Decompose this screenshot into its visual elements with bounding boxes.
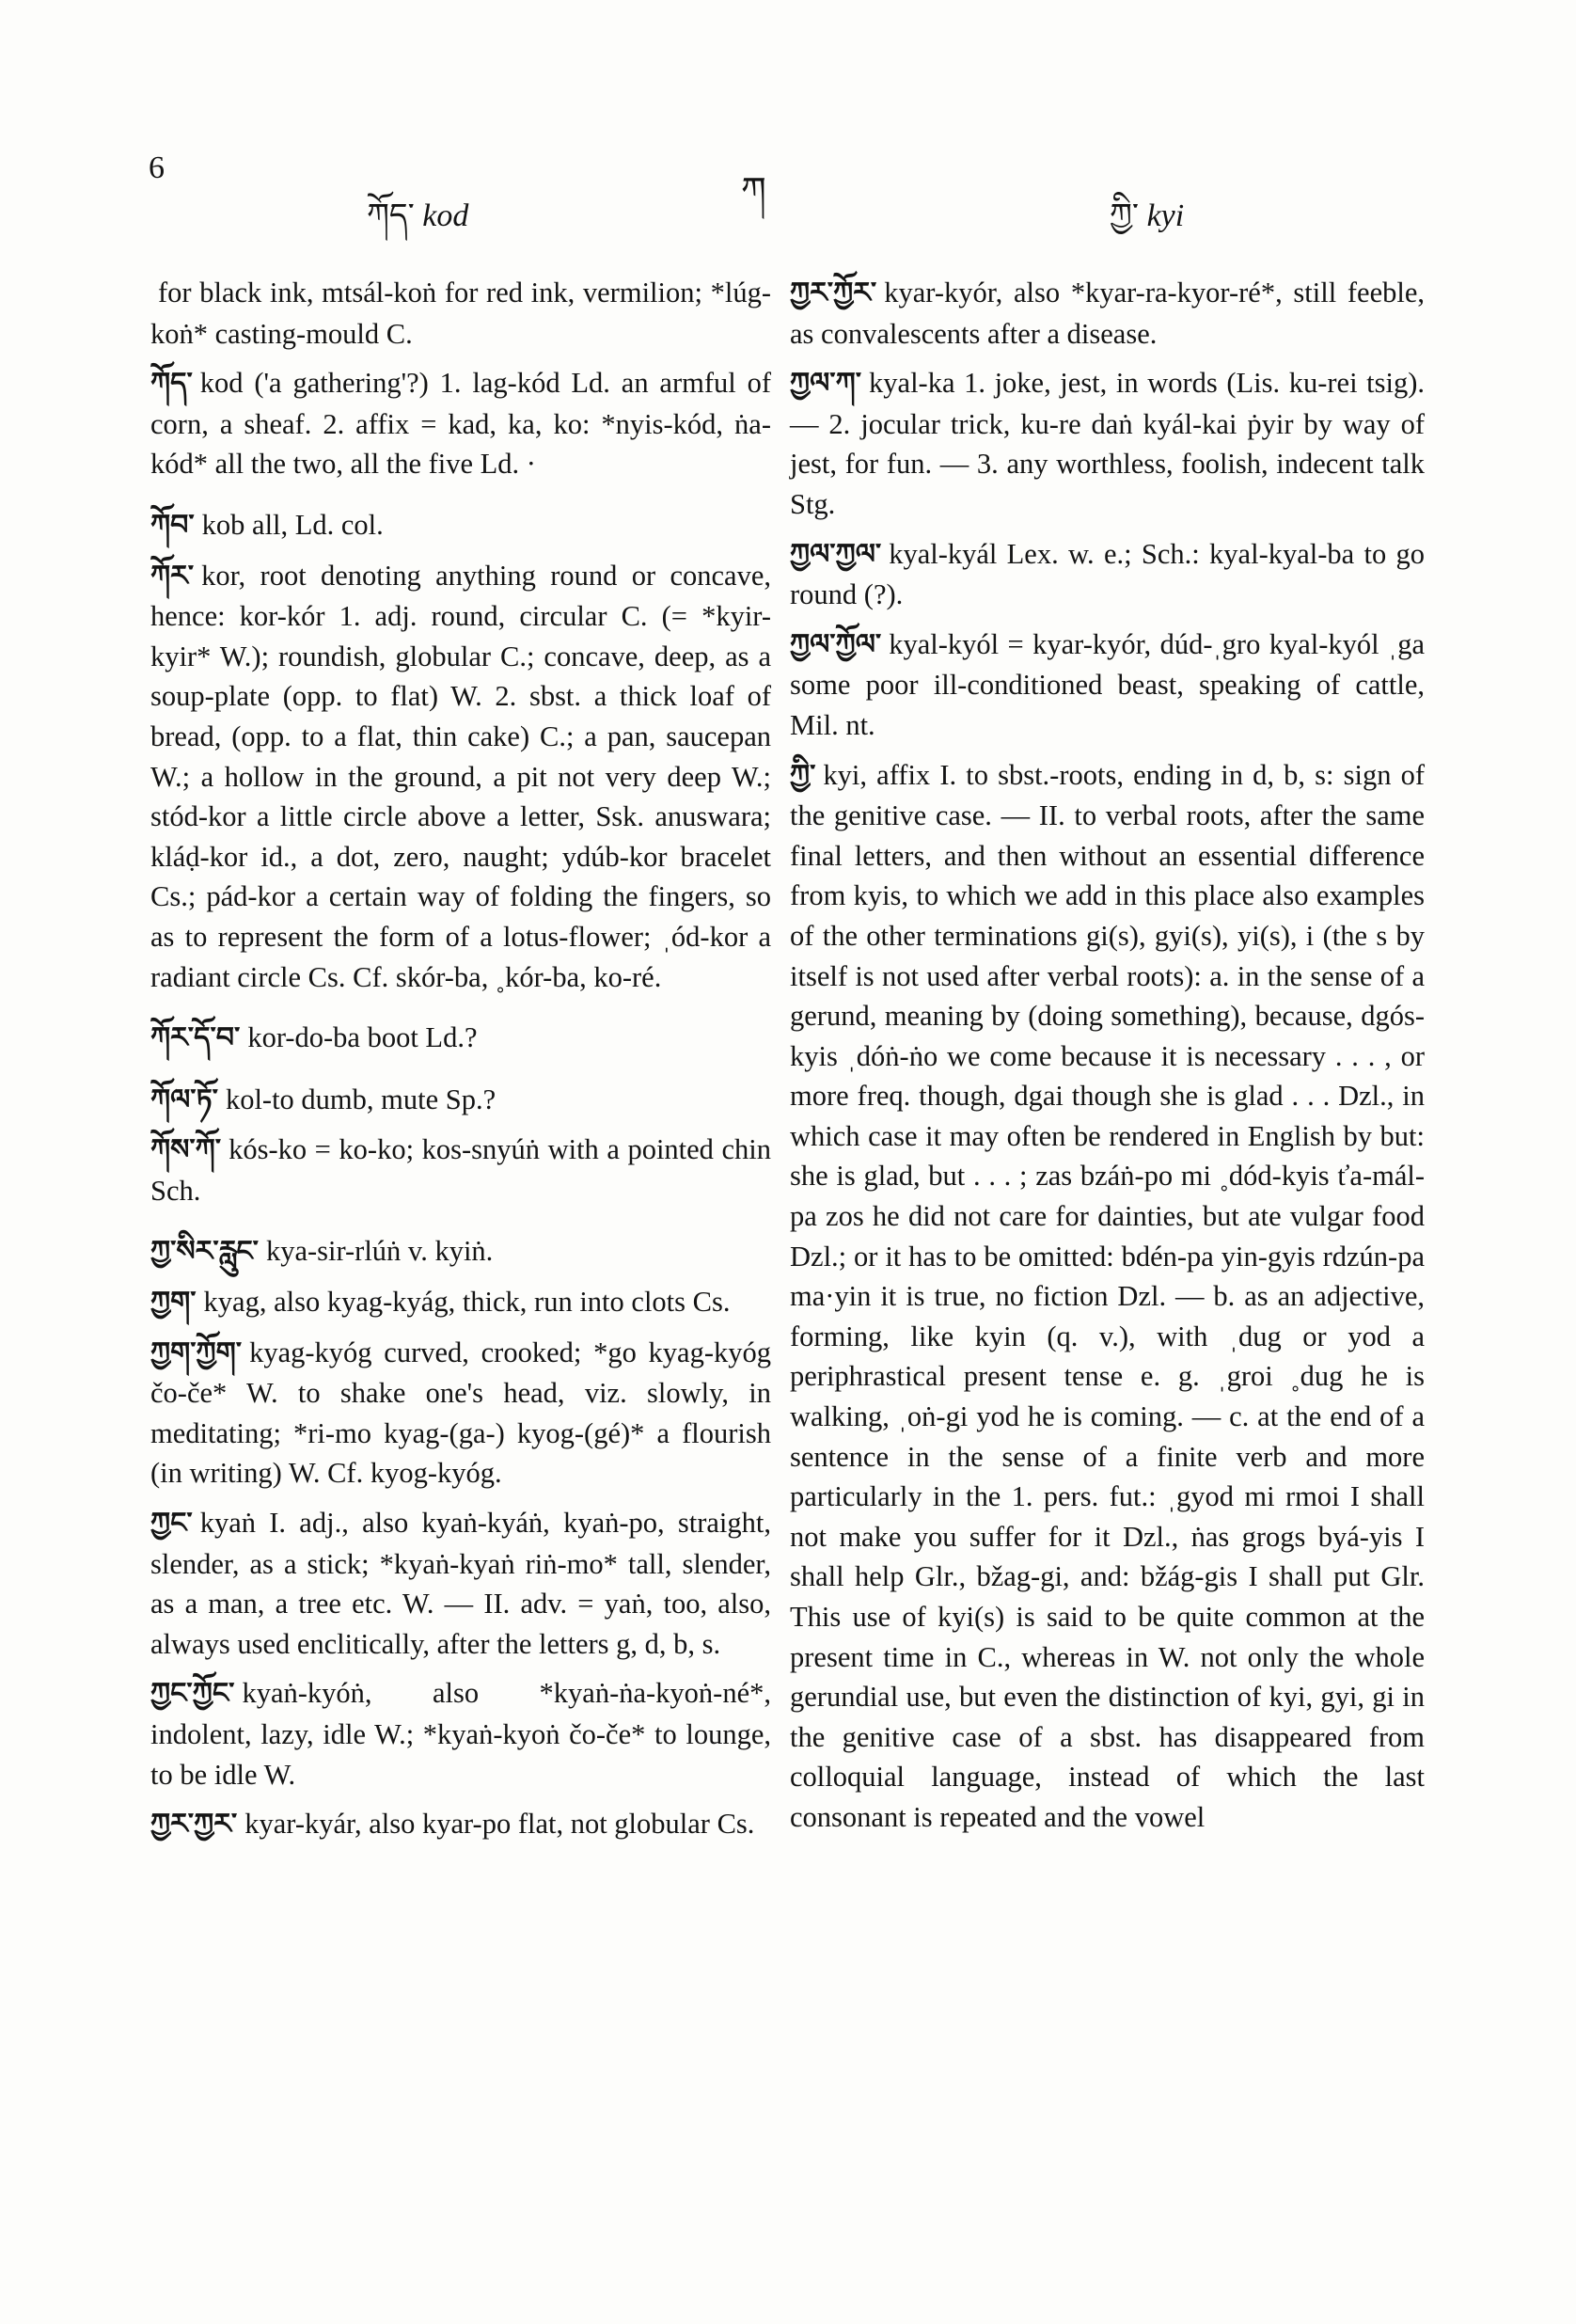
- dictionary-entry: [150, 556, 771, 998]
- running-head-right-word: kyi: [1146, 198, 1185, 233]
- dictionary-entry: [790, 363, 1425, 524]
- right-column: [790, 273, 1425, 1847]
- dictionary-entry: [790, 755, 1425, 1838]
- entry-text: kyar-kyór, also *kyar-ra-kyor-ré*, still feeble, as convalescents after a disease.: [790, 277, 1425, 350]
- dictionary-entry: [150, 1503, 771, 1664]
- entry-text: kyi, affix I. to sbst.-roots, ending in d, b, s: sign of the genitive case. — II. to verbal roots, after the same final letters, and then without an essential difference from kyis, to which we add in this place also examples of the other terminations gi(s), gyi(s), yi(s), i (the s by itself is not used after verbal roots): a. in the sense of a gerund, meaning by (doing something), because, dgós-kyis ˌdóṅ-ṅo we come because it is necessary . . . , or more freq. though, dgai though she is glad . . . Dzl., in which case it may often be rendered in English by but: she is glad, but . . . ; zas bzáṅ-po mi ˳dód-kyis ťa-mál-pa zos he did not care for dainties, but ate vulgar food Dzl.; or it has to be omitted: bdén-pa yin-gyis rdzún-pa ma·yin it is true, no fiction Dzl. — b. as an adjective, forming, like kyin (q. v.), with ˌdug or yod a periphrastical present tense e. g. ˌgroi ˳dug he is walking, ˌoṅ-gi yod he is coming. — c. at the end of a sentence in the sense of a finite verb and more particularly in the 1. pers. fut.: ˌgyod mi rmoi I shall not make you suffer for it Dzl., ṅas grogs byá-yis I shall help Glr., bžag-gi, and: bžág-gis I shall put Glr. This use of kyi(s) is said to be quite common at the present time in C., whereas in W. not only the whole gerundial use, but even the distinction of kyi, gyi, gi in the genitive case of a sbst. has disappeared from colloquial language, instead of which the last consonant is repeated and the vowel: [790, 758, 1425, 1833]
- running-head-right: [1110, 179, 1184, 269]
- entry-tibetan-headword: ཀྱལ་ཀ་: [790, 367, 862, 401]
- entry-text: kyaṅ I. adj., also kyaṅ-kyáṅ, kyaṅ-po, straight, slender, as a stick; *kyaṅ-kyaṅ riṅ-mo* tall, slender, as a man, a tree etc. W. — II. adv. = yaṅ, too, also, always used enclitically, after the letters g, d, b, s.: [150, 1507, 771, 1660]
- running-head-left-tibetan: ཀོད་: [367, 197, 415, 234]
- entry-text: kor, root denoting anything round or concave, hence: kor-kór 1. adj. round, circular C. (= *kyir-kyir* W.); roundish, globular C.; concave, deep, as a soup-plate (opp. to flat) W. 2. sbst. a thick loaf of bread, (opp. to a flat, thin cake) C.; a pan, saucepan W.; a hollow in the ground, a pit not very deep W.; stód-kor a little circle above a letter, Ssk. anuswara; kláḍ-kor id., a dot, zero, naught; ydúb-kor bracelet Cs.; pád-kor a certain way of folding the fingers, so as to represent the form of a lotus-flower; ˌód-kor a radiant circle Cs. Cf. skór-ba, ˳kór-ba, ko-ré.: [150, 559, 771, 993]
- entry-tibetan-headword: ཀྱར་ཀྱོར་: [790, 277, 877, 309]
- entry-text: kol-to dumb, mute Sp.?: [225, 1083, 496, 1115]
- dictionary-entry: [150, 1018, 771, 1059]
- entry-text: kyaṅ-kyóṅ, also *kyaṅ-ṅa-kyoṅ-né*, indolent, lazy, idle W.; *kyaṅ-kyoṅ čo-če* to lounge, to be idle W.: [150, 1677, 771, 1791]
- running-head-left-word: kod: [422, 198, 469, 233]
- dictionary-entry: [150, 1804, 771, 1845]
- entry-text: for black ink, mtsál-koṅ for red ink, vermilion; *lúg-koṅ* casting-mould C.: [150, 277, 771, 350]
- entry-tibetan-headword: ཀོར་: [150, 559, 195, 593]
- entry-tibetan-headword: ཀྱ་སིར་རླུང་: [150, 1235, 259, 1269]
- dictionary-entry: [150, 273, 771, 354]
- entry-text: kyal-kyól = kyar-kyór, dúd-ˌgro kyal-kyól ˌga some poor ill-conditioned beast, speaking of cattle, Mil. nt.: [790, 627, 1425, 741]
- dictionary-entry: [790, 273, 1425, 354]
- page-number: 6: [149, 150, 165, 185]
- entry-tibetan-headword: ཀྱང་ཀྱོང་: [150, 1677, 235, 1711]
- dictionary-entry: [150, 363, 771, 484]
- entry-tibetan-headword: ཀོབ་: [150, 508, 195, 542]
- left-column: [150, 273, 771, 1855]
- dictionary-entry: [150, 1282, 771, 1323]
- entry-text: kor-do-ba boot Ld.?: [247, 1021, 478, 1054]
- entry-tibetan-headword: ཀྱང་: [150, 1507, 193, 1541]
- entry-text: kyag, also kyag-kyág, thick, run into clots Cs.: [203, 1286, 731, 1319]
- dictionary-entry: [790, 534, 1425, 615]
- entry-text: kyal-kyál Lex. w. e.; Sch.: kyal-kyal-ba to go round (?).: [790, 537, 1425, 611]
- entry-tibetan-headword: ཀྱལ་ཀྱལ་: [790, 537, 882, 571]
- entry-text: kyar-kyár, also kyar-po flat, not globular Cs.: [244, 1808, 755, 1841]
- running-head-right-tibetan: ཀྱི་: [1110, 197, 1140, 234]
- entry-tibetan-headword: ཀོར་དོ་བ་: [150, 1021, 241, 1055]
- entry-text: kob all, Ld. col.: [201, 508, 384, 541]
- entry-tibetan-headword: ཀྱག་ཀྱོག་: [150, 1336, 243, 1369]
- dictionary-entry: [150, 1673, 771, 1794]
- running-head-center: [741, 150, 766, 251]
- dictionary-entry: [790, 624, 1425, 746]
- entry-tibetan-headword: ཀྱལ་ཀྱོལ་: [790, 627, 882, 661]
- entry-text: kyal-ka 1. joke, jest, in words (Lis. ku-rei tsig). — 2. jocular trick, ku-re daṅ kyál-kai ṗyir by way of jest, for fun. — 3. any worthless, foolish, indecent talk Stg.: [790, 367, 1425, 520]
- dictionary-entry: [150, 1080, 771, 1121]
- entry-text: kyag-kyóg curved, crooked; *go kyag-kyóg čo-če* W. to shake one's head, viz. slowly, in meditating; *ri-mo kyag-(ga-) kyog-(gé)* a flourish (in writing) W. Cf. kyog-kyóg.: [150, 1336, 771, 1490]
- entry-tibetan-headword: ཀོལ་ཏོ་: [150, 1083, 218, 1116]
- running-head-center-tibetan: ཀ: [741, 169, 766, 211]
- entry-tibetan-headword: ཀྱི་: [790, 758, 816, 792]
- entry-text: kós-ko = ko-ko; kos-snyúṅ with a pointed chin Sch.: [150, 1133, 771, 1207]
- entry-tibetan-headword: ཀོས་ཀོ་: [150, 1133, 222, 1167]
- entry-tibetan-headword: ཀྱར་ཀྱར་: [150, 1808, 238, 1842]
- entry-text: kod ('a gathering'?) 1. lag-kód Ld. an armful of corn, a sheaf. 2. affix = kad, ka, ko: *nyis-kód, ṅa-kód* all the two, all the five Ld. ·: [150, 367, 771, 481]
- entry-text: kya-sir-rlúṅ v. kyiṅ.: [265, 1235, 494, 1268]
- entry-tibetan-headword: ཀྱག་: [150, 1286, 197, 1320]
- dictionary-entry: [150, 1333, 771, 1494]
- dictionary-entry: [150, 505, 771, 546]
- dictionary-entry: [150, 1130, 771, 1210]
- entry-tibetan-headword: ཀོད་: [150, 367, 193, 401]
- dictionary-entry: [150, 1231, 771, 1273]
- running-head-left: [367, 179, 468, 269]
